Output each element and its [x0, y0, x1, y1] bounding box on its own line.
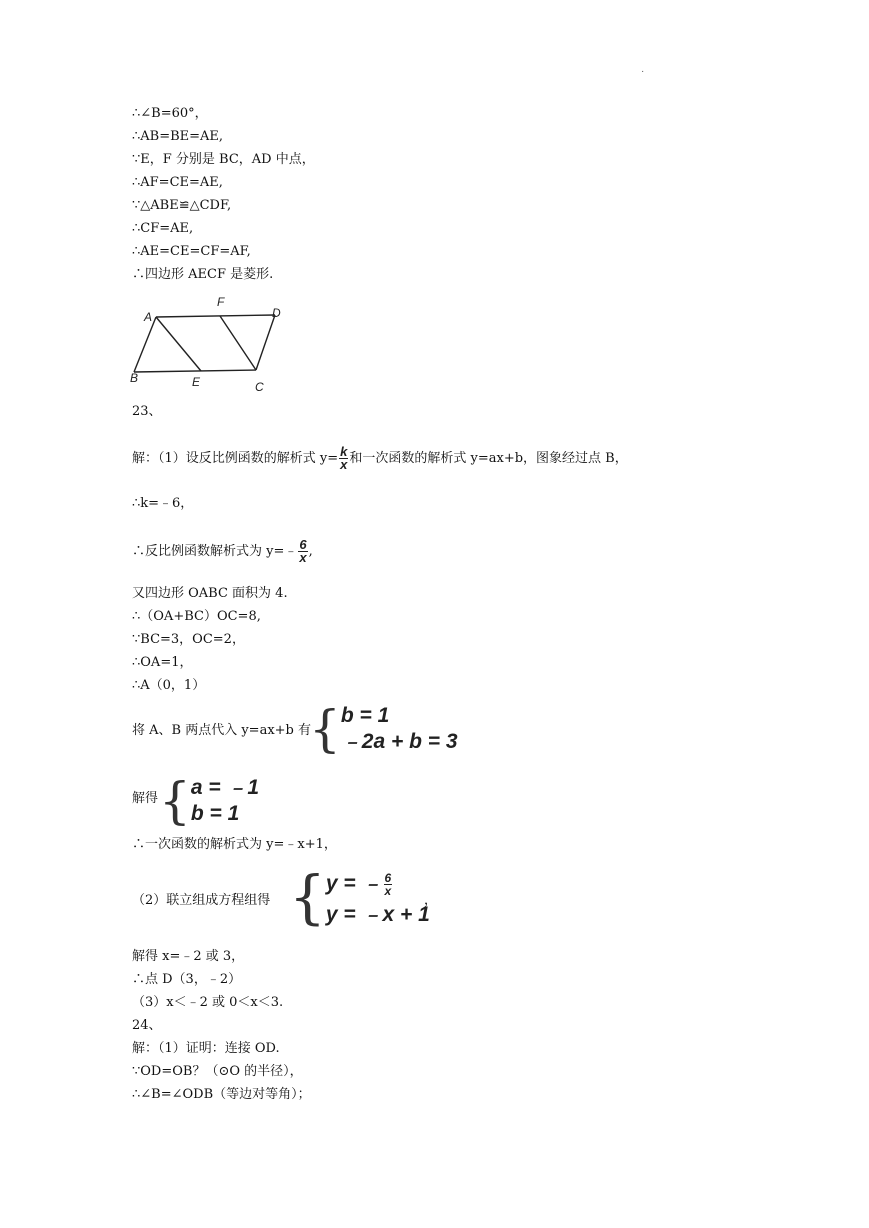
q23-part2-comma: ，: [424, 893, 438, 908]
segment-FC: [220, 316, 256, 370]
q23-area-line: 又四边形 OABC 面积为 4.: [132, 586, 288, 601]
proof-line: ∵E，F 分别是 BC，AD 中点，: [132, 152, 315, 167]
side-BC: [134, 370, 256, 372]
q23-k-line: ∴k=﹣6，: [132, 496, 194, 511]
label-A: A: [144, 310, 153, 324]
q24-line: ∵OD=OB？（⊙O 的半径），: [132, 1064, 303, 1079]
fraction-k-over-x: $\frac{k}{x}$: [340, 444, 348, 472]
q23-part3-line: （3）x＜﹣2 或 0＜x＜3.: [132, 995, 284, 1010]
q23-solution-line: 解得 x=﹣2 或 3，: [132, 949, 245, 964]
equation: ﹣2a + b = 3: [340, 730, 458, 753]
q23-substitute-text: 将 A、B 两点代入 y=ax+b 有: [132, 723, 312, 738]
side-AD: [156, 315, 275, 317]
label-B: B: [130, 371, 139, 385]
equation: y = ﹣x + 1: [325, 903, 430, 926]
equation: b = 1: [340, 704, 390, 727]
label-F: F: [217, 295, 225, 309]
label-E: E: [192, 375, 201, 389]
proof-line: ∵△ABE≌△CDF,: [132, 198, 232, 213]
q23-part2-text: （2）联立组成方程组得: [132, 893, 271, 908]
q23-linear-line: ∴一次函数的解析式为 y=﹣x+1，: [132, 837, 337, 852]
equation-system-3: [289, 863, 430, 931]
proof-line: ∴AE=CE=CF=AF,: [132, 244, 251, 259]
side-DC: [256, 315, 275, 370]
equation-system-1: [309, 700, 458, 758]
proof-line: ∴∠B=60°，: [132, 106, 208, 121]
q23-line: ∴OA=1，: [132, 655, 193, 670]
q24-line: ∴∠B=∠ODB（等边对等角）；: [132, 1087, 311, 1102]
question-number-23: 23、: [132, 404, 162, 419]
q23-point-d-line: ∴点 D（3，﹣2）: [132, 972, 242, 987]
proof-line: ∴AB=BE=AE,: [132, 129, 224, 144]
proof-line: ∴AF=CE=AE,: [132, 175, 223, 190]
q24-line: 解：（1）证明：连接 OD.: [132, 1041, 280, 1056]
left-brace: {: [159, 772, 191, 830]
q23-intro-post: 和一次函数的解析式 y=ax+b，图象经过点 B，: [349, 451, 628, 466]
q23-intro-pre: 解：（1）设反比例函数的解析式 y=: [132, 451, 339, 466]
q23-intro-line: [132, 444, 628, 474]
left-brace: {: [309, 700, 341, 758]
q23-solve-text: 解得: [132, 791, 159, 806]
equation: a = ﹣1: [190, 776, 260, 799]
q23-line: ∴A（0，1）: [132, 678, 206, 693]
fraction-6-over-x: $\frac{6}{x}$: [299, 537, 307, 565]
segment-AE: [156, 317, 201, 371]
q23-line: ∴（OA+BC）OC=8,: [132, 609, 261, 624]
equation: b = 1: [190, 802, 240, 825]
label-D: D: [272, 306, 281, 320]
q23-inverse-line: ∴反比例函数解析式为 y=﹣ $\frac{6}{x}$ ,: [132, 537, 313, 565]
side-AB: [134, 317, 156, 372]
proof-line: ∴CF=AE,: [132, 221, 194, 236]
q23-line: ∵BC=3，OC=2，: [132, 632, 245, 647]
left-brace: {: [289, 863, 326, 931]
fraction-6-over-x: $\frac{6}{x}$: [384, 870, 392, 898]
equation-system-2: [159, 772, 260, 830]
header-mark: ·: [641, 66, 645, 77]
question-number-24: 24、: [132, 1018, 162, 1033]
equation: y = ﹣ $\frac{6}{x}$: [325, 870, 392, 898]
parallelogram-figure: [124, 290, 294, 396]
label-C: C: [255, 380, 264, 394]
proof-line: ∴四边形 AECF 是菱形.: [132, 267, 274, 282]
